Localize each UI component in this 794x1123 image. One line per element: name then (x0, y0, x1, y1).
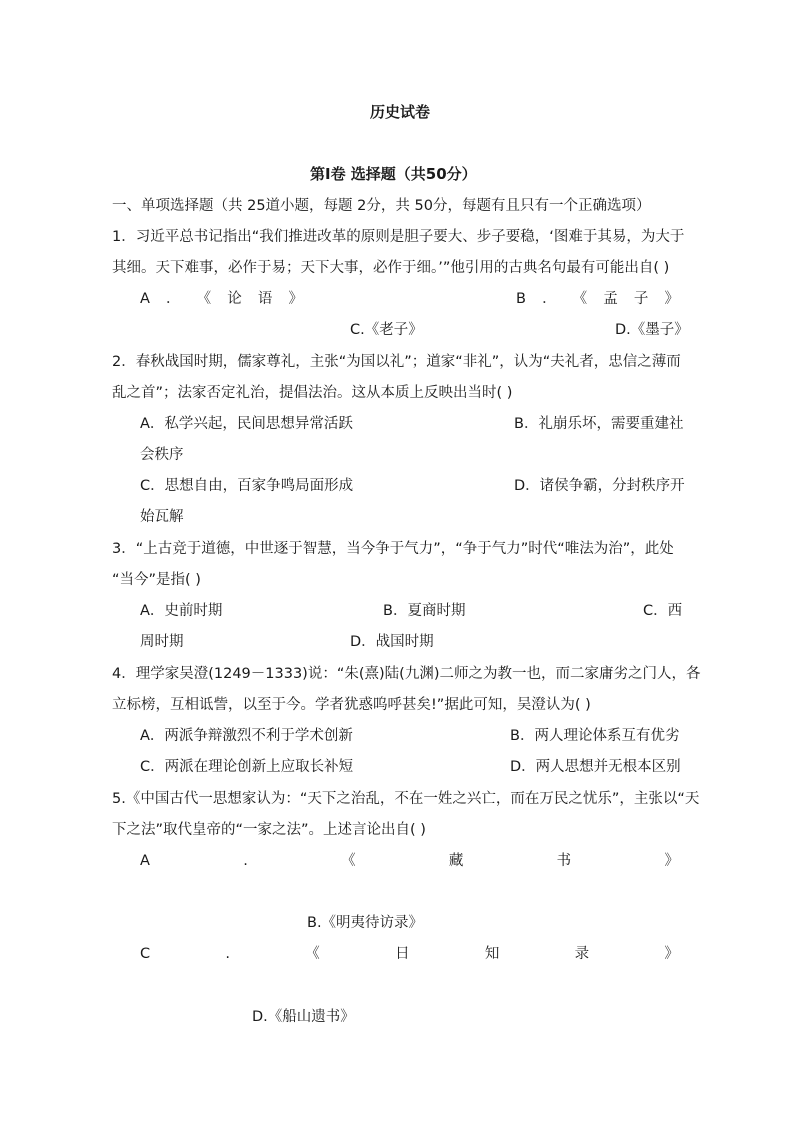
q2-option-d: D．诸侯争霸，分封秩序开 (514, 478, 685, 494)
q1-option-b: B ． 《 孟 子 》 (516, 291, 679, 307)
q4-option-b: B．两人理论体系互有优劣 (510, 728, 680, 744)
q2-option-b: B．礼崩乐坏，需要重建社 (514, 416, 684, 432)
q3-option-d: D．战国时期 (350, 634, 434, 650)
q2-option-a: A．私学兴起，民间思想异常活跃 (140, 416, 353, 432)
q5-line1: 5.《中国古代一思想家认为：“天下之治乱，不在一姓之兴亡，而在万民之忧乐”，主张以“天 (112, 791, 700, 807)
page-title: 历史试卷 (370, 103, 431, 121)
q5-option-c: C . 《 日 知 录 》 (140, 946, 679, 962)
q3-line2: “当今”是指( ) (112, 572, 201, 588)
q4-line1: 4．理学家吴澄(1249－1333)说：“朱(熹)陆(九渊)二师之为教一也，而二家庸劣之门人，各 (112, 666, 701, 682)
q1-option-d: D.《墨子》 (615, 322, 689, 338)
q5-option-d: D.《船山遗书》 (252, 1009, 355, 1025)
q1-line2: 其细。天下难事，必作于易；天下大事，必作于细。’”他引用的古典名句最有可能出自( ) (112, 260, 670, 276)
q2-line2: 乱之首”；法家否定礼治，提倡法治。这从本质上反映出当时( ) (112, 385, 513, 401)
q1-option-a: A ． 《 论 语 》 (140, 291, 303, 307)
q4-option-a: A．两派争辩激烈不利于学术创新 (140, 728, 353, 744)
q1-line1: 1．习近平总书记指出“我们推进改革的原则是胆子要大、步子要稳，‘图难于其易，为大于 (112, 229, 685, 245)
q4-option-c: C．两派在理论创新上应取长补短 (140, 759, 354, 775)
q4-option-d: D．两人思想并无根本区别 (510, 759, 681, 775)
q2-option-c: C．思想自由，百家争鸣局面形成 (140, 478, 354, 494)
q3-option-a: A．史前时期 (140, 603, 223, 619)
q5-option-b: B.《明夷待访录》 (307, 915, 424, 931)
instruction: 一、单项选择题（共 25道小题，每题 2分，共 50分，每题有且只有一个正确选项） (112, 198, 651, 214)
section-title: 第Ⅰ卷 选择题（共50分） (310, 165, 477, 183)
q1-option-c: C.《老子》 (350, 322, 423, 338)
q3-option-c: C．西 (643, 603, 683, 619)
q3-option-c-cont: 周时期 (140, 634, 184, 650)
q2-line1: 2．春秋战国时期，儒家尊礼，主张“为国以礼”；道家“非礼”，认为“夫礼者，忠信之薄而 (112, 354, 681, 370)
q5-line2: 下之法”取代皇帝的“一家之法”。上述言论出自( ) (112, 822, 426, 838)
q2-option-b-cont: 会秩序 (140, 447, 184, 463)
q3-line1: 3．“上古竞于道德，中世逐于智慧，当今争于气力”，“争于气力”时代“唯法为治”，此处 (112, 541, 674, 557)
q4-line2: 立标榜，互相诋訾，以至于今。学者犹惑呜呼甚矣!”据此可知，吴澄认为( ) (112, 697, 591, 713)
q2-option-d-cont: 始瓦解 (140, 509, 184, 525)
q5-option-a: A . 《 藏 书 》 (140, 853, 679, 869)
q3-option-b: B．夏商时期 (383, 603, 466, 619)
